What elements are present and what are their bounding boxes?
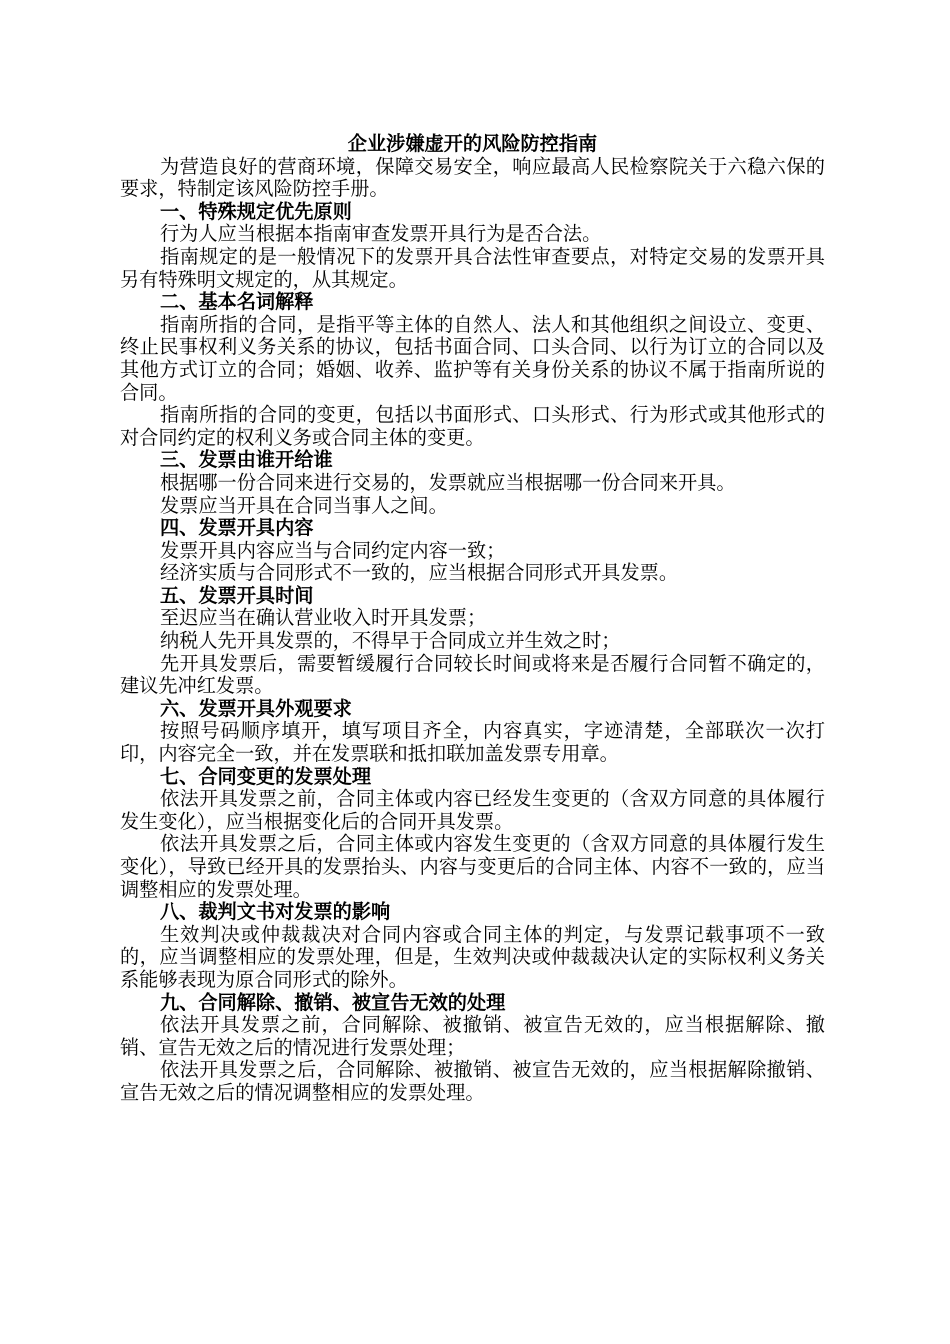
section-heading: 二、基本名词解释	[160, 290, 314, 314]
section-paragraph: 先开具发票后，需要暂缓履行合同较长时间或将来是否履行合同暂不确定的，建议先冲红发票。	[120, 651, 825, 698]
section-heading: 四、发票开具内容	[160, 516, 314, 540]
section-1	[120, 201, 825, 291]
section-heading: 九、合同解除、撤销、被宣告无效的处理	[160, 990, 506, 1014]
section-paragraph: 发票应当开具在合同当事人之间。	[160, 493, 448, 517]
document-title: 企业涉嫌虚开的风险防控指南	[347, 132, 598, 155]
section-paragraph: 至迟应当在确认营业收入时开具发票；	[160, 606, 487, 630]
section-paragraph: 行为人应当根据本指南审查发票开具行为是否合法。	[160, 222, 602, 246]
section-heading: 八、裁判文书对发票的影响	[160, 900, 391, 924]
section-paragraph: 按照号码顺序填开，填写项目齐全，内容真实，字迹清楚，全部联次一次打印，内容完全一致，并在发票联和抵扣联加盖发票专用章。	[120, 719, 825, 766]
section-paragraph: 指南规定的是一般情况下的发票开具合法性审查要点，对特定交易的发票开具另有特殊明文规定的，从其规定。	[120, 244, 825, 291]
section-heading: 五、发票开具时间	[160, 583, 314, 607]
section-paragraph: 纳税人先开具发票的，不得早于合同成立并生效之时；	[160, 629, 621, 653]
section-paragraph: 依法开具发票之后，合同解除、被撤销、被宣告无效的，应当根据解除撤销、宣告无效之后的情况调整相应的发票处理。	[120, 1058, 825, 1104]
section-9	[120, 992, 825, 1105]
section-8	[120, 901, 825, 991]
section-heading: 六、发票开具外观要求	[160, 696, 352, 720]
section-6	[120, 698, 825, 766]
section-7	[120, 766, 825, 902]
section-paragraph: 指南所指的合同，是指平等主体的自然人、法人和其他组织之间设立、变更、终止民事权利义务关系的协议，包括书面合同、口头合同、以行为订立的合同以及其他方式订立的合同；婚姻、收养、监护等有关身份关系的协议不属于指南所说的合同。	[120, 312, 825, 404]
section-paragraph: 根据哪一份合同来进行交易的，发票就应当根据哪一份合同来开具。	[160, 470, 736, 494]
section-paragraph: 发票开具内容应当与合同约定内容一致；	[160, 538, 506, 562]
section-paragraph: 依法开具发票之后，合同主体或内容发生变更的（含双方同意的具体履行发生变化），导致已经开具的发票抬头、内容与变更后的合同主体、内容不一致的，应当调整相应的发票处理。	[120, 832, 825, 901]
section-3	[120, 449, 825, 517]
document-page	[120, 133, 825, 1105]
section-paragraph: 经济实质与合同形式不一致的，应当根据合同形式开具发票。	[160, 561, 679, 585]
section-paragraph: 指南所指的合同的变更，包括以书面形式、口头形式、行为形式或其他形式的对合同约定的权利义务或合同主体的变更。	[120, 403, 825, 449]
section-paragraph: 生效判决或仲裁裁决对合同内容或合同主体的判定，与发票记载事项不一致的，应当调整相应的发票处理，但是，生效判决或仲裁裁决认定的实际权利义务关系能够表现为原合同形式的除外。	[120, 922, 825, 991]
section-4	[120, 517, 825, 585]
section-2	[120, 291, 825, 449]
section-heading: 三、发票由谁开给谁	[160, 448, 333, 472]
section-paragraph: 依法开具发票之前，合同解除、被撤销、被宣告无效的，应当根据解除、撤销、宣告无效之后的情况进行发票处理；	[120, 1013, 825, 1059]
section-heading: 一、特殊规定优先原则	[160, 199, 352, 223]
section-5	[120, 585, 825, 698]
intro-paragraph: 为营造良好的营商环境，保障交易安全，响应最高人民检察院关于六稳六保的要求，特制定该风险防控手册。	[120, 154, 825, 201]
section-paragraph: 依法开具发票之前，合同主体或内容已经发生变更的（含双方同意的具体履行发生变化），应当根据变化后的合同开具发票。	[120, 787, 825, 833]
section-heading: 七、合同变更的发票处理	[160, 764, 372, 788]
